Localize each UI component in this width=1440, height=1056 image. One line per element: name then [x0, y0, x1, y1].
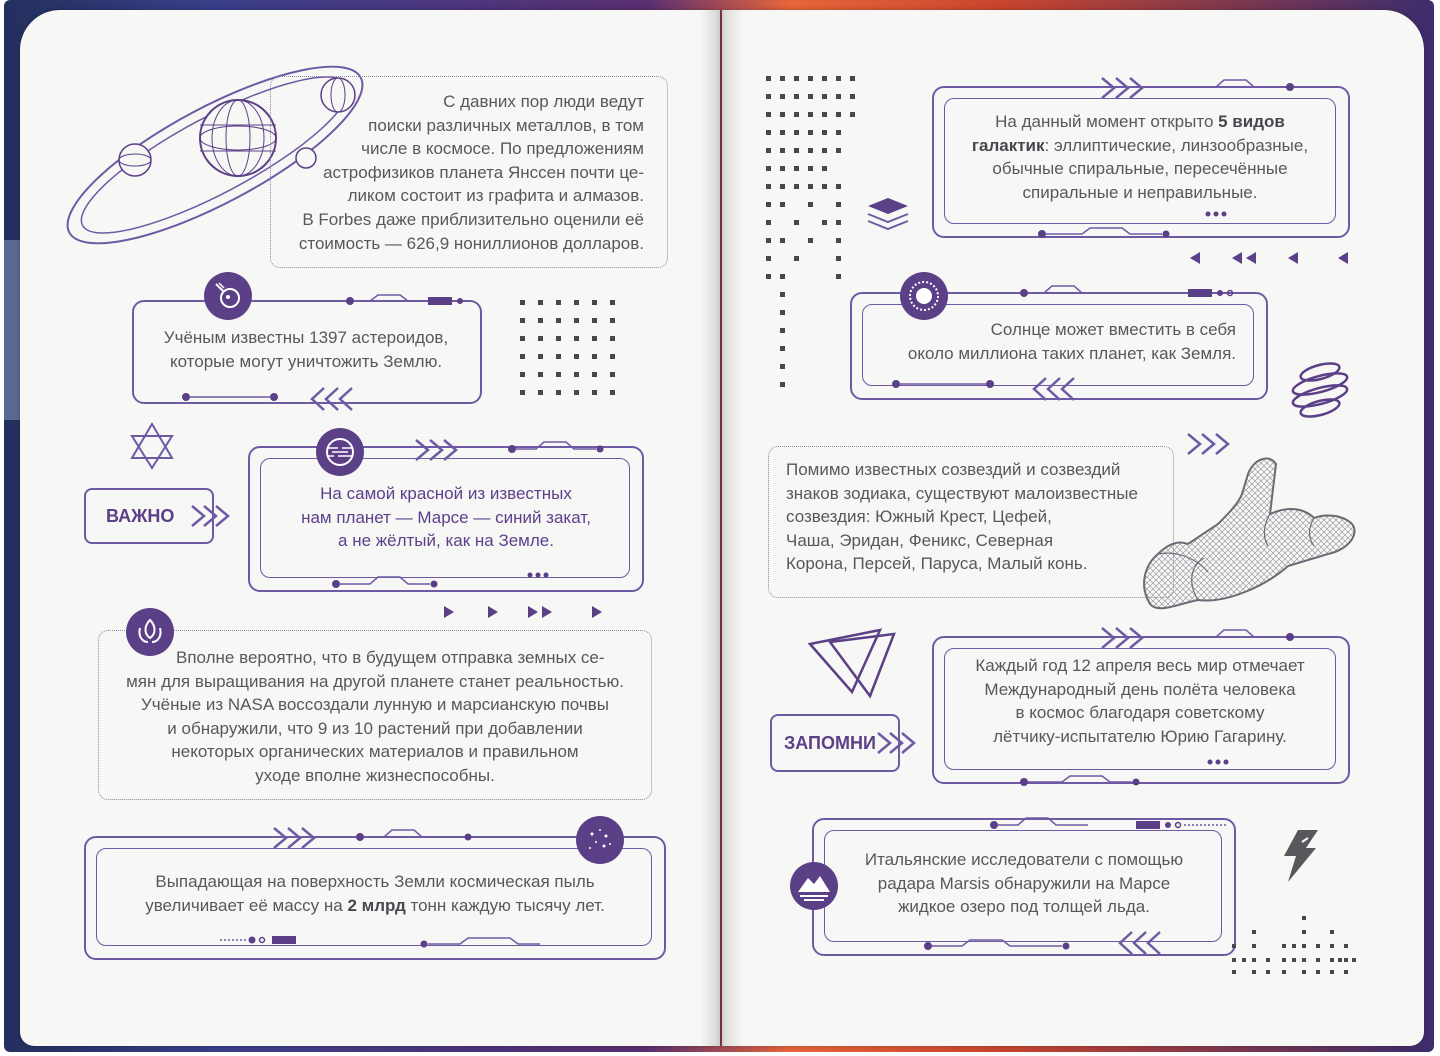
- circuit-decoration: [354, 828, 484, 846]
- double-chevron-right-icon: [414, 438, 458, 462]
- circuit-decoration: [270, 293, 470, 309]
- right-page: [722, 10, 1424, 1046]
- circuit-decoration: [220, 930, 620, 952]
- circuit-decoration: [988, 816, 1228, 834]
- important-tag: [84, 488, 214, 544]
- star-of-triangles-icon: [128, 422, 176, 470]
- planet-badge: [316, 428, 364, 476]
- left-page: [20, 10, 720, 1046]
- double-chevron-right-icon: [190, 504, 230, 528]
- fact-marsis-text: Итальянские исследователи с помощью радара Marsis обнаружили на Марсе жидкое озеро под толщей льда.: [864, 850, 1184, 917]
- lightning-icon: [1280, 828, 1320, 884]
- fact-asteroids-text: Учёным известны 1397 астероидов, которые могут уничтожить Землю.: [163, 328, 449, 371]
- double-chevron-left-icon: [1116, 930, 1160, 956]
- remember-tag: [770, 714, 900, 772]
- jupiter-icon: [324, 436, 356, 468]
- circuit-decoration: [1022, 208, 1322, 244]
- mountain-lake-icon: [796, 870, 832, 902]
- circuit-decoration: [506, 440, 626, 458]
- double-chevron-right-icon: [1100, 626, 1144, 650]
- circuit-decoration: [330, 572, 570, 596]
- circuit-decoration: [180, 390, 280, 404]
- fact-galaxies-text: На данный момент открыто 5 видов галактик: эллиптические, линзообразные, обычные спиральные, пересечённые спиральные и неправильные.: [971, 112, 1309, 202]
- fact-mars-text: На самой красной из известных нам планет — Марсе — синий закат, а не жёлтый, как на Земле.: [301, 484, 591, 551]
- circuit-decoration: [922, 936, 1082, 956]
- double-chevron-right-icon: [1186, 432, 1230, 456]
- fact-constellations-text: Помимо известных созвездий и созвездий знаков зодиака, существуют малоизвестные созвездия: Южный Крест, Цефей, Чаша, Эридан, Феникс, Северная Корона, Персей, Паруса, Малый конь.: [786, 460, 1138, 574]
- remember-tag-label: ЗАПОМНИ: [784, 733, 876, 753]
- fact-seeds-text: Вполне вероятно, что в будущем отправка земных се- мян для выращивания на другой планете станет реальностью. Учёные из NASA воссоздали лунную и марсианскую почвы и обнаружили, что 9 из 10 растений при добавлении некоторых органических материалов и правильном уходе вполне жизнеспособны.: [126, 648, 624, 785]
- fact-metals-text: С давних пор люди ведут поиски различных металлов, в том числе в космосе. По предложениям астрофизиков планета Янссен почти це- ликом состоит из графита и алмазов. В Forbes даже приблизительно оценили её стоимость — 626,9 нониллионов долларов.: [298, 92, 644, 253]
- fact-gagarin-text: Каждый год 12 апреля весь мир отмечает Международный день полёта человека в космос благодаря советскому лётчику-испытателю Юрию Гагарину.: [975, 656, 1305, 746]
- lake-badge: [790, 862, 838, 910]
- double-chevron-left-icon: [308, 386, 352, 412]
- play-arrows-left-decoration: [1190, 250, 1350, 266]
- important-tag-label: ВАЖНО: [106, 506, 175, 526]
- wireframe-hand-icon: [1138, 454, 1362, 622]
- sun-badge: [900, 272, 948, 320]
- dot-grid-decoration: [520, 300, 620, 400]
- asteroid-icon: [214, 282, 242, 310]
- dot-grid-decoration: [1232, 916, 1358, 976]
- double-chevron-right-icon: [876, 731, 916, 755]
- circuit-decoration: [954, 284, 1244, 302]
- double-chevron-right-icon: [272, 826, 316, 850]
- asteroid-badge: [204, 272, 252, 320]
- fact-dust-text: Выпадающая на поверхность Земли космическая пыль увеличивает её массу на 2 млрд тонн каждую тысячу лет.: [145, 872, 605, 915]
- double-chevron-left-icon: [1030, 376, 1074, 402]
- circuit-decoration: [890, 376, 1000, 392]
- galaxy-badge: [576, 816, 624, 864]
- layers-icon: [864, 196, 912, 232]
- sprout-icon: [136, 616, 164, 648]
- fact-sun-text: Солнце может вместить в себя около миллиона таких планет, как Земля.: [907, 320, 1236, 363]
- stars-icon: [584, 824, 616, 856]
- sphere-rings-icon: [1288, 358, 1352, 422]
- circuit-decoration: [1196, 78, 1316, 96]
- triangles-icon: [808, 626, 896, 696]
- circuit-decoration: [1196, 628, 1316, 646]
- circuit-decoration: [1012, 756, 1322, 792]
- sun-icon: [906, 278, 942, 314]
- play-arrows-decoration: [444, 604, 604, 620]
- double-chevron-right-icon: [1100, 76, 1144, 100]
